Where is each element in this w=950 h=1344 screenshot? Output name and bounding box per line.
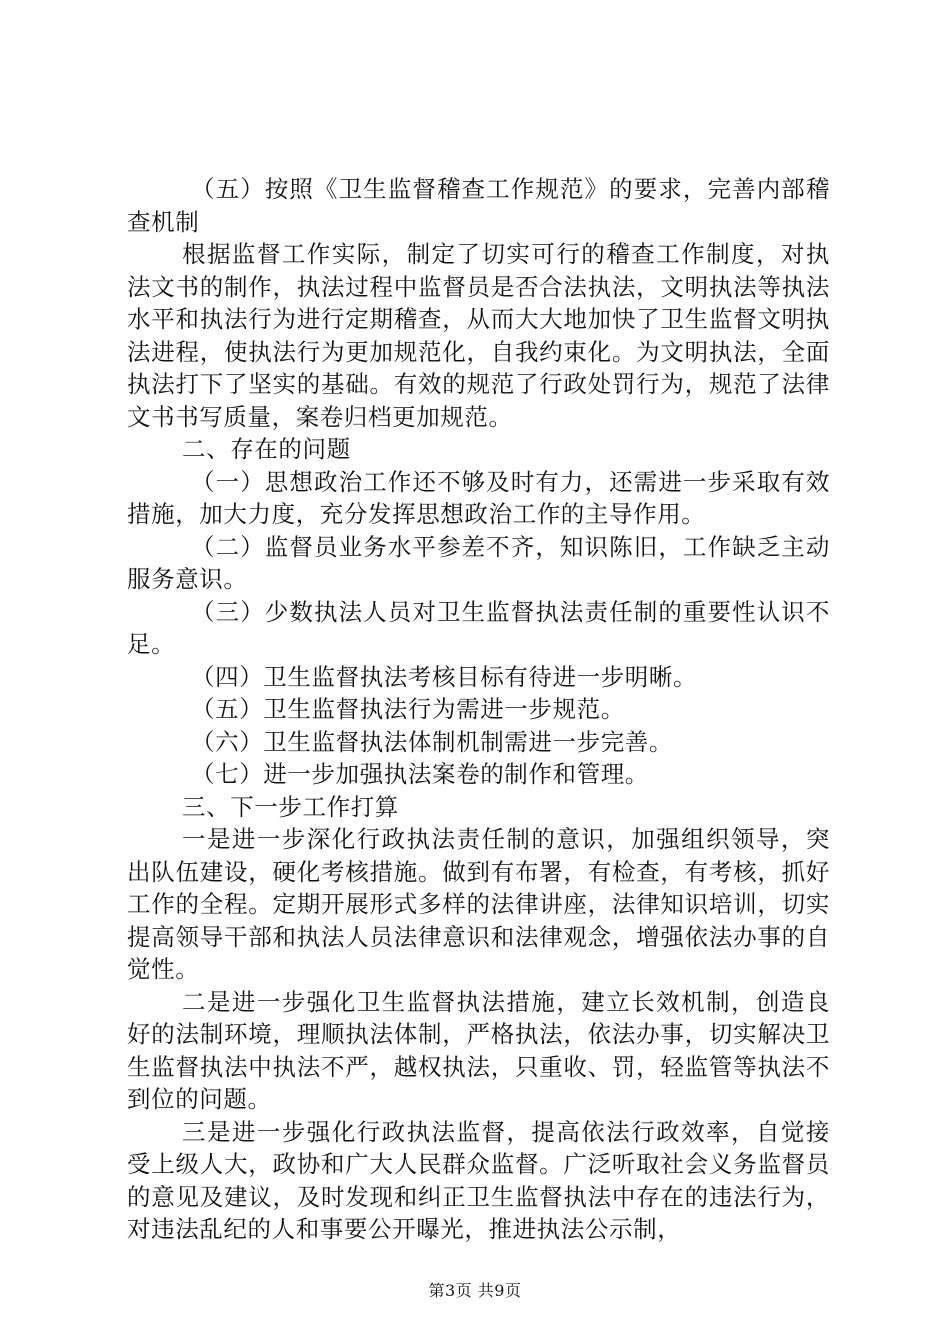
list-item-problem-1: （一）思想政治工作还不够及时有力，还需进一步采取有效措施，加大力度，充分发挥思想政治工作的主导作用。 xyxy=(127,467,830,528)
list-item-problem-5: （五）卫生监督执法行为需进一步规范。 xyxy=(191,695,625,723)
list-item-problem-4: （四）卫生监督执法考核目标有待进一步明晰。 xyxy=(191,662,698,691)
document-body xyxy=(127,173,830,1246)
body-paragraph-plan-3: 三是进一步强化行政执法监督，提高依法行政效率，自觉接受上级人大，政协和广大人民群众监督。广泛听取社会义务监督员的意见及建议，及时发现和纠正卫生监督执法中存在的违法行为，对违法乱纪的人和事要公开曝光，推进执法公示制， xyxy=(127,1117,830,1243)
list-item-problem-7: （七）进一步加强执法案卷的制作和管理。 xyxy=(191,760,649,788)
body-paragraph: 根据监督工作实际，制定了切实可行的稽查工作制度，对执法文书的制作，执法过程中监督员是否合法执法，文明执法等执法水平和执法行为进行定期稽查，从而大大地加快了卫生监督文明执法进程，使执法行为更加规范化，自我约束化。为文明执法，全面执法打下了坚实的基础。有效的规范了行政处罚行为，规范了法律文书书写质量，案卷归档更加规范。 xyxy=(127,240,830,431)
body-paragraph-plan-2: 二是进一步强化卫生监督执法措施，建立长效机制，创造良好的法制环境，理顺执法体制，严格执法，依法办事，切实解决卫生监督执法中执法不严，越权执法，只重收、罚，轻监管等执法不到位的问题。 xyxy=(127,987,830,1113)
body-paragraph-plan-1: 一是进一步深化行政执法责任制的意识，加强组织领导，突出队伍建设，硬化考核措施。做到有布署，有检查，有考核，抓好工作的全程。定期开展形式多样的法律讲座，法律知识培训，切实提高领导干部和执法人员法律意识和法律观念，增强依法办事的自觉性。 xyxy=(127,825,830,983)
list-item-problem-2: （二）监督员业务水平参差不齐，知识陈旧，工作缺乏主动服务意识。 xyxy=(127,532,830,593)
page-number: 第3页 共9页 xyxy=(428,1281,522,1300)
section-heading-next-steps: 三、下一步工作打算 xyxy=(182,792,399,821)
section-heading-problems: 二、存在的问题 xyxy=(182,435,351,463)
section-heading-internal-audit: （五）按照《卫生监督稽查工作规范》的要求，完善内部稽查机制 xyxy=(127,175,830,236)
list-item-problem-3: （三）少数执法人员对卫生监督执法责任制的重要性认识不足。 xyxy=(127,597,830,658)
list-item-problem-6: （六）卫生监督执法体制机制需进一步完善。 xyxy=(191,727,673,756)
